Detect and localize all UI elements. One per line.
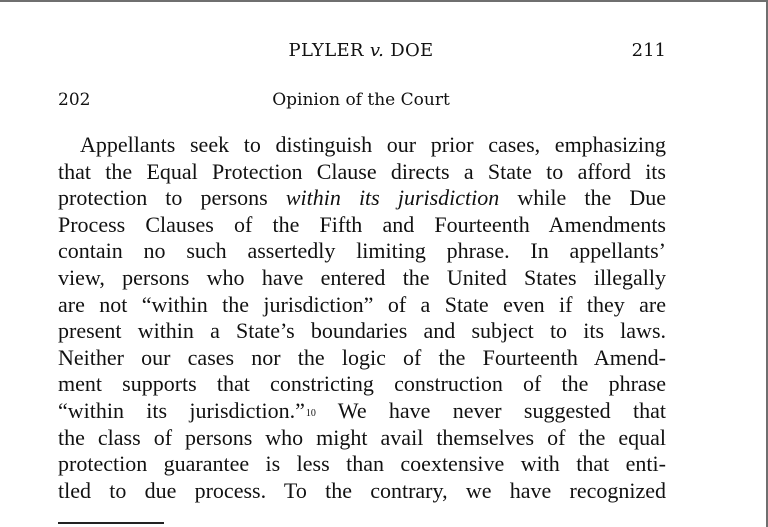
text-segment: while the Due (499, 185, 666, 211)
case-start-page: 202 (58, 90, 91, 110)
text-line: Appellants seek to distinguish our prior cases, emphasizing (80, 132, 666, 157)
text-segment: protection to persons (58, 185, 286, 211)
running-head (0, 40, 768, 64)
top-border (0, 0, 768, 2)
text-line: tled to due process. To the contrary, we have recognized (58, 477, 666, 503)
footnote-marker[interactable]: 10 (305, 407, 316, 419)
text-line: present within a State’s boundaries and subject to its laws. (58, 318, 666, 344)
text-line: that the Equal Protection Clause directs a State to afford its (58, 158, 666, 184)
footnote-divider (58, 522, 164, 524)
text-segment: We have never suggested that (315, 397, 666, 423)
italic-phrase: within its jurisdiction (285, 185, 500, 211)
text-line: are not “within the jurisdiction” of a State even if they are (58, 291, 666, 317)
text-line: the class of persons who might avail themselves of the equal (58, 424, 666, 450)
section-label: Opinion of the Court (272, 90, 450, 110)
page-number: 211 (631, 40, 666, 61)
text-line: view, persons who have entered the United States illegally (58, 264, 666, 290)
case-name-part2: DOE (390, 40, 434, 61)
case-name-v: v. (369, 40, 385, 61)
text-segment: “within its jurisdiction.” (58, 397, 305, 423)
text-line: contain no such assertedly limiting phrase. In appellants’ (58, 238, 666, 264)
text-line (58, 185, 666, 212)
case-name-part1: PLYLER (288, 40, 364, 61)
case-title (0, 40, 722, 61)
text-line: ment supports that constricting construction of the phrase (58, 371, 666, 397)
opinion-paragraph (58, 132, 666, 504)
text-line: protection guarantee is less than coextensive with that enti- (58, 451, 666, 477)
text-line (58, 398, 666, 425)
text-line: Neither our cases nor the logic of the Fourteenth Amend- (58, 344, 666, 370)
text-line: Process Clauses of the Fifth and Fourteenth Amendments (58, 211, 666, 237)
